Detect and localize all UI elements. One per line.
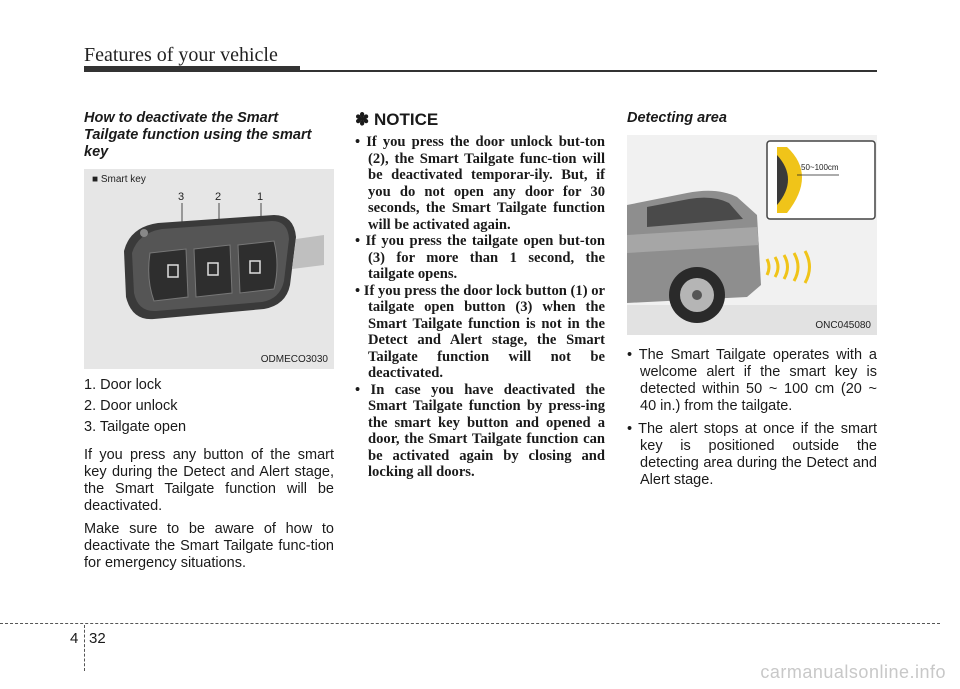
footer-vertical-rule (84, 625, 85, 671)
list-item: 2. Door unlock (84, 398, 178, 414)
notice-item: • If you press the door lock button (1) or tailgate open button (3) when the Smart Tailgate function is not in the Detect and Alert stage, the Smart Tailgate function will not be deactivated. (355, 282, 605, 381)
section-heading-detecting-area: Detecting area (627, 110, 727, 126)
smart-key-figure (84, 169, 334, 369)
column-3 (627, 108, 877, 495)
list-item: 3. Tailgate open (84, 419, 187, 435)
section-heading-deactivate: How to deactivate the Smart Tailgate function using the smart key (84, 110, 312, 160)
button-list (84, 375, 334, 437)
page-header-title: Features of your vehicle (84, 44, 278, 66)
watermark: carmanualsonline.info (760, 662, 946, 682)
list-item: 1. Door lock (84, 377, 162, 393)
notice-list (355, 134, 605, 481)
footer-rule (0, 623, 940, 624)
figure-code: ONC045080 (815, 320, 871, 331)
range-label: 50~100cm (801, 163, 839, 172)
callout-number-3: 3 (178, 191, 185, 203)
callout-number-1: 1 (257, 191, 264, 203)
header-rule-thin (300, 70, 877, 72)
callout-number-2: 2 (215, 191, 222, 203)
notice-title: ✽ NOTICE (355, 110, 439, 129)
figure-caption: ■ Smart key (92, 174, 146, 185)
car-detection-illustration (627, 135, 877, 335)
header-rule-thick (84, 66, 300, 72)
figure-code: ODMECO3030 (260, 354, 328, 365)
bullet-item: • The Smart Tailgate operates with a welcome alert if the smart key is detected within 50 ~ 100 cm (20 ~ 40 in.) from the tailgate. (627, 347, 877, 414)
notice-item: • If you press the tailgate open but-ton (3) for more than 1 second, the tailgate opens. (355, 233, 605, 282)
paragraph: If you press any button of the smart key during the Detect and Alert stage, the Smart Tailgate function will be deactivated. (84, 447, 334, 514)
detecting-area-bullets (627, 347, 877, 489)
notice-item: • In case you have deactivated the Smart Tailgate function by press-ing the smart key button and opened a door, the Smart Tailgate function can be activated again by closing and locking all doors. (355, 381, 605, 480)
column-2 (355, 108, 605, 481)
notice-item: • If you press the door unlock but-ton (2), the Smart Tailgate func-tion will be deactivated temporar-ily. But, if you do not open any door for 30 seconds, the Smart Tailgate function will be activated again. (355, 134, 605, 233)
page-number: 32 (89, 630, 106, 647)
paragraph: Make sure to be aware of how to deactivate the Smart Tailgate func-tion for emergency situations. (84, 521, 334, 571)
detecting-area-figure (627, 135, 877, 335)
chapter-number: 4 (70, 630, 79, 647)
bullet-item: • The alert stops at once if the smart key is positioned outside the detecting area during the Detect and Alert stage. (627, 421, 877, 488)
smart-key-illustration (84, 169, 334, 369)
column-1 (84, 108, 334, 572)
